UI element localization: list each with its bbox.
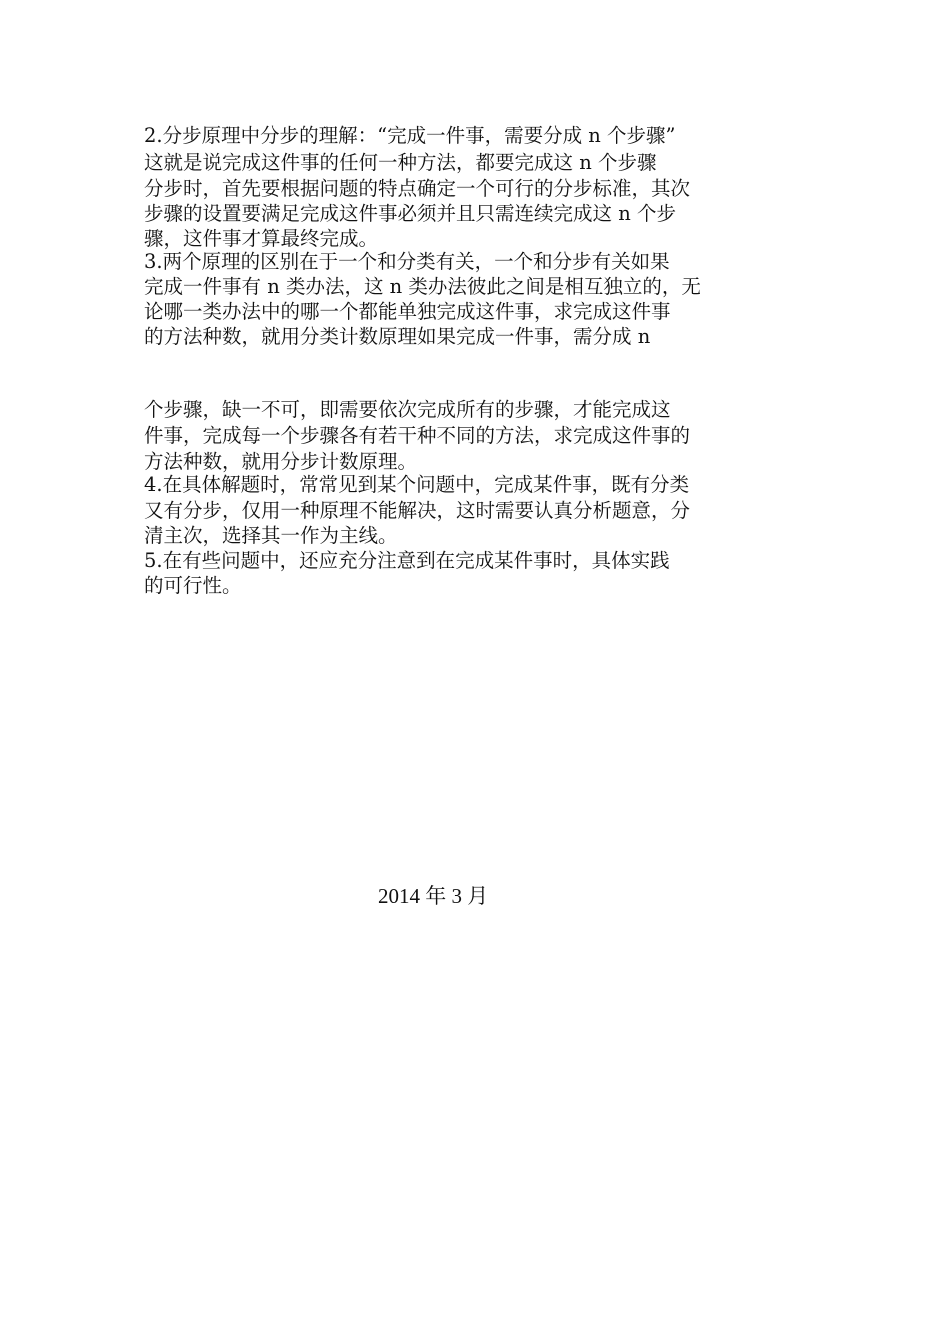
text-line: 步骤的设置要满足完成这件事必须并且只需连续完成这 n 个步 [144, 202, 676, 225]
text-line: 件事，完成每一个步骤各有若干种不同的方法，求完成这件事的 [144, 424, 691, 447]
text-line: 2.分步原理中分步的理解：“完成一件事，需要分成 n 个步骤” [144, 124, 676, 147]
text-line: 个步骤，缺一不可，即需要依次完成所有的步骤，才能完成这 [144, 398, 671, 421]
text-line: 清主次，选择其一作为主线。 [144, 524, 398, 547]
text-line: 论哪一类办法中的哪一个都能单独完成这件事，求完成这件事 [144, 300, 671, 323]
text-line: 完成一件事有 n 类办法，这 n 类办法彼此之间是相互独立的，无 [144, 275, 701, 298]
document-date: 2014 年 3 月 [378, 884, 489, 908]
text-line: 这就是说完成这件事的任何一种方法，都要完成这 n 个步骤 [144, 151, 657, 174]
text-line: 又有分步，仅用一种原理不能解决，这时需要认真分析题意，分 [144, 499, 691, 522]
text-line: 分步时，首先要根据问题的特点确定一个可行的分步标准，其次 [144, 177, 691, 200]
text-line: 3.两个原理的区别在于一个和分类有关，一个和分步有关如果 [144, 250, 670, 273]
text-line: 的可行性。 [144, 574, 242, 597]
text-line: 方法种数，就用分步计数原理。 [144, 450, 418, 473]
text-line: 5.在有些问题中，还应充分注意到在完成某件事时，具体实践 [144, 549, 670, 572]
text-line: 骤，这件事才算最终完成。 [144, 227, 379, 250]
text-line: 4.在具体解题时，常常见到某个问题中，完成某件事，既有分类 [144, 473, 690, 496]
text-line: 的方法种数，就用分类计数原理如果完成一件事，需分成 n [144, 325, 651, 348]
